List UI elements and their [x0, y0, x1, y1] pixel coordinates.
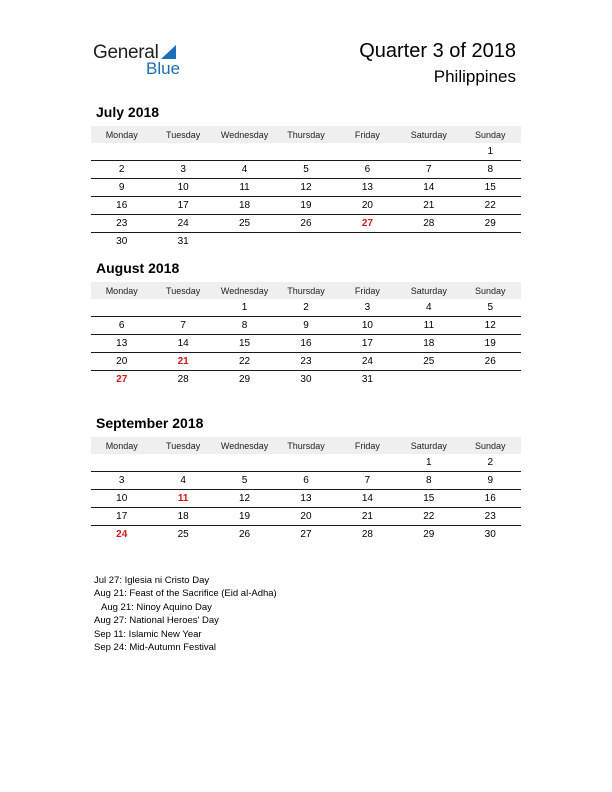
- day-cell: 30: [484, 529, 496, 540]
- holiday-item: Sep 11: Islamic New Year: [94, 628, 202, 640]
- day-cell: 1: [241, 302, 248, 313]
- day-cell: 19: [238, 511, 251, 522]
- day-cell: 1: [487, 146, 494, 157]
- day-cell: 14: [177, 338, 189, 349]
- day-cell: 26: [300, 218, 312, 229]
- weekday-header: [91, 437, 521, 454]
- holiday-item: Aug 21: Feast of the Sacrifice (Eid al-Adha): [94, 588, 277, 600]
- weekday-label: Monday: [105, 440, 138, 451]
- day-cell: 11: [239, 182, 250, 193]
- day-cell: 30: [116, 236, 128, 247]
- day-cell: 17: [177, 200, 189, 211]
- holiday-item: Aug 21: Ninoy Aquino Day: [101, 601, 212, 613]
- week-row: [91, 490, 521, 508]
- day-cell: 10: [116, 493, 128, 504]
- day-cell: 21: [361, 511, 373, 522]
- day-cell: 27: [300, 529, 312, 540]
- day-cell: 9: [118, 182, 125, 193]
- day-cell: 5: [303, 164, 309, 175]
- holiday-item: Sep 24: Mid-Autumn Festival: [94, 642, 216, 654]
- day-cell: 13: [116, 338, 128, 349]
- day-cell: 18: [177, 511, 189, 522]
- day-cell: 26: [484, 356, 496, 367]
- day-cell: 28: [177, 374, 189, 385]
- day-cell: 15: [423, 493, 435, 504]
- weekday-label: Thursday: [287, 129, 325, 140]
- day-cell: 12: [238, 493, 251, 504]
- week-row: [91, 197, 521, 215]
- week-row: [91, 454, 521, 472]
- week-row: [91, 508, 521, 526]
- day-cell: 9: [487, 475, 494, 486]
- weekday-label: Wednesday: [220, 440, 269, 451]
- day-cell: 22: [484, 200, 496, 211]
- day-cell: 16: [484, 493, 496, 504]
- day-cell: 1: [426, 457, 432, 468]
- day-cell: 29: [484, 218, 496, 229]
- day-cell: 25: [238, 218, 251, 229]
- day-cell: 23: [300, 356, 312, 367]
- day-cell: 21: [423, 200, 435, 211]
- day-cell: 17: [361, 338, 373, 349]
- day-cell: 28: [423, 218, 435, 229]
- day-cell: 20: [116, 356, 128, 367]
- day-cell: 5: [241, 475, 248, 486]
- weekday-label: Friday: [354, 285, 380, 296]
- day-cell: 9: [303, 320, 309, 331]
- weekday-label: Thursday: [287, 440, 325, 451]
- day-cell: 26: [238, 529, 251, 540]
- week-row: [91, 317, 521, 335]
- day-cell: 8: [487, 164, 494, 175]
- weekday-label: Tuesday: [166, 440, 201, 451]
- weekday-label: Saturday: [410, 129, 447, 140]
- day-cell: 25: [423, 356, 435, 367]
- week-row: [91, 233, 521, 250]
- day-cell: 8: [426, 475, 432, 486]
- day-cell: 6: [118, 320, 125, 331]
- logo-blue-text: Blue: [146, 59, 181, 78]
- day-cell: 18: [238, 200, 251, 211]
- day-cell: 6: [303, 475, 309, 486]
- weekday-label: Friday: [354, 129, 380, 140]
- day-cell: 20: [300, 511, 312, 522]
- weekday-label: Wednesday: [220, 285, 269, 296]
- logo: [93, 40, 193, 80]
- day-cell: 4: [180, 475, 186, 486]
- day-cell: 17: [116, 511, 128, 522]
- day-cell: 14: [361, 493, 373, 504]
- weekday-label: Wednesday: [220, 129, 269, 140]
- day-cell: 2: [118, 164, 125, 175]
- day-cell: 11: [423, 320, 435, 331]
- day-cell: 2: [303, 302, 309, 313]
- day-cell: 29: [423, 529, 435, 540]
- day-cell: 3: [364, 302, 371, 313]
- weekday-label: Friday: [354, 440, 380, 451]
- month-august: [91, 260, 521, 388]
- day-cell: 23: [484, 511, 496, 522]
- weekday-label: Sunday: [474, 285, 506, 296]
- day-cell: 3: [180, 164, 186, 175]
- day-cell: 30: [300, 374, 312, 385]
- day-cell: 22: [238, 356, 251, 367]
- day-cell: 29: [238, 374, 251, 385]
- month-september: [91, 415, 521, 543]
- logo-triangle-icon: [161, 45, 176, 59]
- day-cell: 7: [426, 164, 432, 175]
- day-cell: 7: [180, 320, 186, 331]
- weekday-label: Sunday: [474, 129, 506, 140]
- day-cell: 10: [361, 320, 373, 331]
- holiday-item: Aug 27: National Heroes' Day: [94, 615, 219, 627]
- holiday-item: Jul 27: Iglesia ni Cristo Day: [94, 575, 210, 586]
- weekday-header: [91, 126, 521, 143]
- week-row: [91, 472, 521, 490]
- week-row: [91, 161, 521, 179]
- day-cell: 23: [116, 218, 128, 229]
- day-cell: 10: [177, 182, 189, 193]
- day-cell: 15: [238, 338, 251, 349]
- day-cell: 31: [361, 374, 373, 385]
- week-row: [91, 179, 521, 197]
- week-row: [91, 335, 521, 353]
- weekday-label: Saturday: [410, 440, 447, 451]
- day-cell: 16: [116, 200, 128, 211]
- day-cell: 18: [423, 338, 435, 349]
- week-row: [91, 353, 521, 371]
- day-cell: 24: [116, 529, 128, 540]
- month-title: September 2018: [96, 415, 204, 431]
- day-cell: 27: [361, 218, 373, 229]
- day-cell: 24: [177, 218, 189, 229]
- day-cell: 24: [361, 356, 373, 367]
- day-cell: 13: [300, 493, 312, 504]
- day-cell: 4: [241, 164, 248, 175]
- weekday-label: Tuesday: [166, 129, 201, 140]
- logo-general-text: General: [93, 42, 159, 63]
- day-cell: 20: [361, 200, 373, 211]
- day-cell: 19: [484, 338, 496, 349]
- month-title: August 2018: [96, 260, 180, 276]
- day-cell: 27: [116, 374, 128, 385]
- day-cell: 22: [423, 511, 435, 522]
- weekday-label: Monday: [105, 285, 138, 296]
- week-row: [91, 215, 521, 233]
- day-cell: 3: [118, 475, 125, 486]
- weekday-label: Monday: [105, 129, 138, 140]
- day-cell: 2: [487, 457, 494, 468]
- day-cell: 14: [423, 182, 435, 193]
- day-cell: 31: [177, 236, 189, 247]
- day-cell: 12: [300, 182, 312, 193]
- month-july: [91, 104, 521, 250]
- month-title: July 2018: [96, 104, 160, 120]
- weekday-label: Sunday: [474, 440, 506, 451]
- day-cell: 21: [177, 356, 189, 367]
- day-cell: 11: [177, 493, 189, 504]
- weekday-label: Thursday: [287, 285, 325, 296]
- day-cell: 28: [361, 529, 373, 540]
- day-cell: 19: [300, 200, 312, 211]
- weekday-label: Saturday: [410, 285, 447, 296]
- weekday-label: Tuesday: [166, 285, 201, 296]
- week-row: [91, 526, 521, 543]
- day-cell: 12: [484, 320, 496, 331]
- day-cell: 15: [484, 182, 496, 193]
- day-cell: 8: [241, 320, 248, 331]
- day-cell: 5: [487, 302, 494, 313]
- week-row: [91, 371, 521, 388]
- page-title: Quarter 3 of 2018: [359, 40, 516, 62]
- day-cell: 13: [361, 182, 373, 193]
- day-cell: 25: [177, 529, 189, 540]
- holiday-list: [94, 574, 277, 654]
- day-cell: 4: [426, 302, 432, 313]
- week-row: [91, 299, 521, 317]
- day-cell: 7: [364, 475, 371, 486]
- day-cell: 6: [364, 164, 371, 175]
- day-cell: 16: [300, 338, 312, 349]
- weekday-header: [91, 282, 521, 299]
- week-row: [91, 143, 521, 161]
- country-label: Philippines: [433, 67, 516, 86]
